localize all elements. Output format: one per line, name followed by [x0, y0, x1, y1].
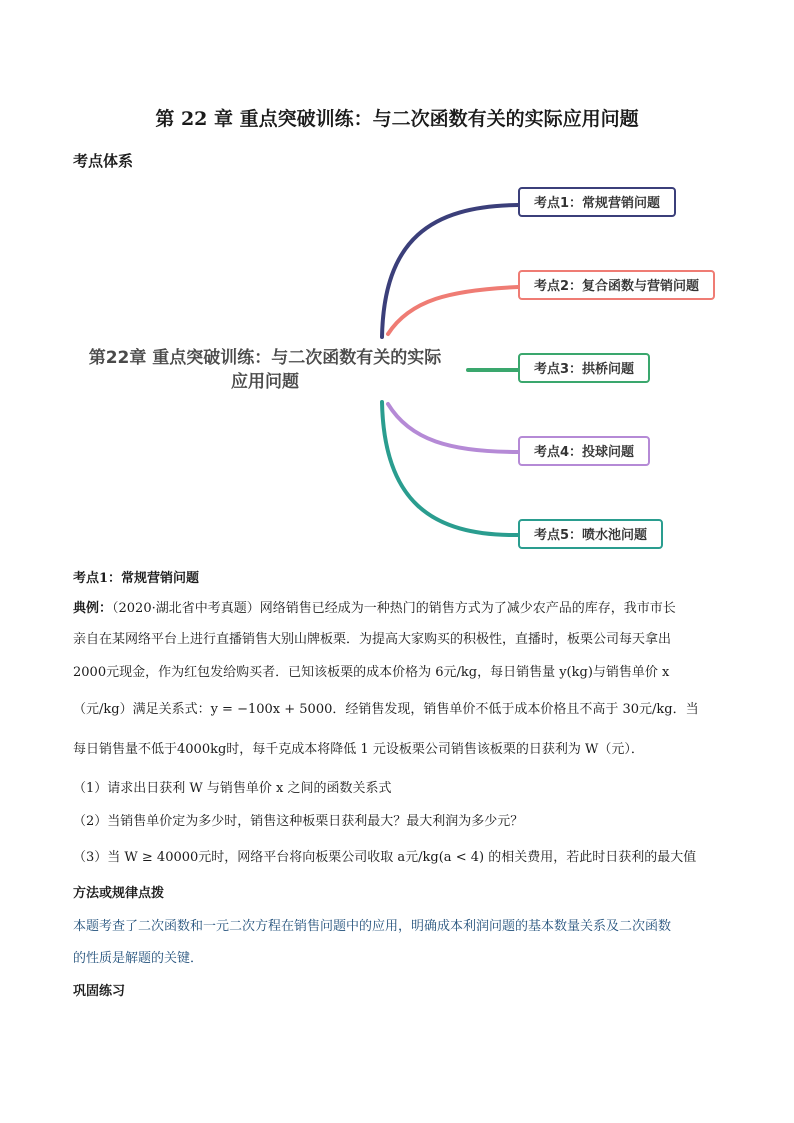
question-2: （2）当销售单价定为多少时，销售这种板栗日获利最大？最大利润为多少元？: [73, 814, 524, 829]
method-heading: 方法或规律点拨: [73, 886, 165, 901]
example-line2: 亲自在某网络平台上进行直播销售大别山牌板栗．为提高大家购买的积极性，直播时，板栗公司每天拿出: [73, 632, 672, 647]
question-1: （1）请求出日获利 W 与销售单价 x 之间的函数关系式: [73, 781, 392, 796]
practice-heading: 巩固练习: [73, 984, 126, 999]
section-heading-system: 考点体系: [73, 152, 134, 170]
mindmap-node-1: 考点1：常规营销问题: [518, 187, 676, 217]
point1-heading: 考点1：常规营销问题: [73, 571, 200, 586]
mindmap-node-4: 考点4：投球问题: [518, 436, 650, 466]
mindmap-node-3: 考点3：拱桥问题: [518, 353, 650, 383]
question-3: （3）当 W ≥ 40000元时，网络平台将向板栗公司收取 a元/kg(a < 4) 的相关费用，若此时日获利的最大值: [73, 850, 697, 865]
page-title: 第 22 章 重点突破训练：与二次函数有关的实际应用问题: [155, 108, 639, 130]
mindmap-node-5: 考点5：喷水池问题: [518, 519, 663, 549]
mindmap-node-2: 考点2：复合函数与营销问题: [518, 270, 715, 300]
method-line1: 本题考查了二次函数和一元二次方程在销售问题中的应用，明确成本利润问题的基本数量关系及二次函数: [73, 919, 672, 934]
example-text-1: （2020·湖北省中考真题）网络销售已经成为一种热门的销售方式为了减少农产品的库存，我市市长: [112, 601, 676, 616]
example-label: 典例：: [73, 601, 113, 616]
branch-4: [388, 404, 518, 452]
method-line2: 的性质是解题的关键．: [73, 951, 204, 966]
mindmap-center-line1: 第22章 重点突破训练：与二次函数有关的实际: [88, 348, 442, 368]
mindmap-center: [70, 346, 460, 394]
example-line3: 2000元现金，作为红包发给购买者．已知该板栗的成本价格为 6元/kg，每日销售量 y(kg)与销售单价 x: [73, 665, 670, 680]
example-line1: [73, 600, 733, 618]
branch-2: [388, 287, 518, 334]
example-line4: （元/kg）满足关系式：y = −100x + 5000．经销售发现，销售单价不低于成本价格且不高于 30元/kg．当: [73, 702, 699, 717]
example-line5: 每日销售量不低于4000kg时，每千克成本将降低 1 元设板栗公司销售该板栗的日获利为 W（元）．: [73, 742, 644, 757]
mindmap-center-line2: 应用问题: [231, 372, 299, 392]
